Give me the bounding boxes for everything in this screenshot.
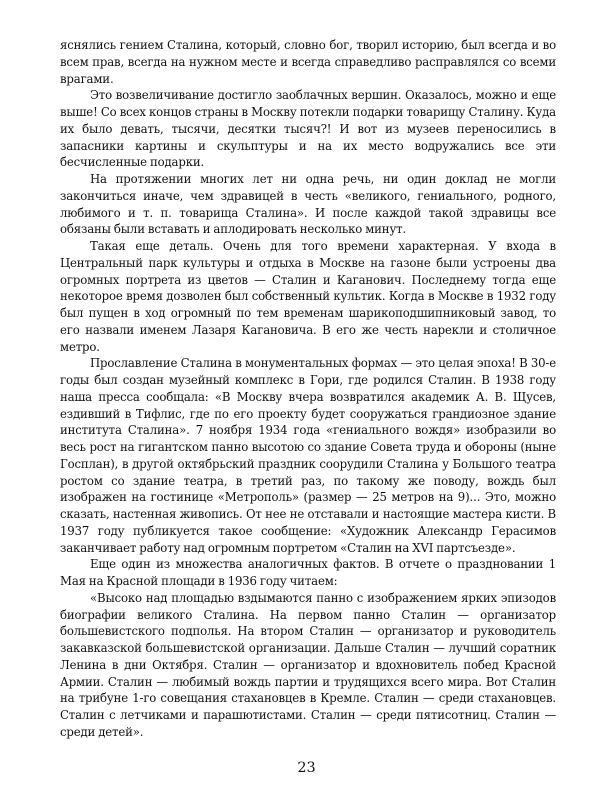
page-number: 23 <box>297 760 316 776</box>
page-text <box>60 37 556 741</box>
paragraph-continuation: яснялись гением Сталина, который, словно бог, творил историю, был всегда и во всем прав, всегда на нужном месте и всегда справедливо расправлялся со всеми врагами. <box>60 38 556 86</box>
paragraph-flower-portraits: Такая еще деталь. Очень для того времени характерная. У входа в Центральный парк культуры и отдыха в Москве на газоне были устроены два огромных портрета из цветов — Сталин и Каганович. Последнему тогда еще некоторое время дозволен был собственный культик. Когда в Москве в 1932 году был пущен в ход огромный по тем временам шарикоподшипниковый завод, то его назвали именем Лазаря Кагановича. В его же честь нарекли и столичное метро. <box>60 239 556 354</box>
paragraph-monumental-forms: Прославление Сталина в монументальных формах — это целая эпоха! В 30-е годы был создан музейный комплекс в Гори, где родился Сталин. В 1938 году наша пресса сообщала: «В Москву вчера возвратился академик А. В. Щусев, ездивший в Тифлис, где по его проекту будет сооружаться грандиозное здание института Сталина». 7 ноября 1934 года «гениального вождя» изобразили во весь рост на гигантском панно высотою со здание Совета труда и обороны (ныне Госплан), в другой октябрьский праздник соорудили Сталина у Большого театра ростом со здание театра, в третий раз, по такому же поводу, вождь был изображен на гостинице «Метрополь» (размер — 25 метров на 9)... Это, можно сказать, настенная живопись. От нее не отставали и настоящие мастера кисти. В 1937 году публикуется такое сообщение: «Художник Александр Герасимов заканчивает работу над огромным портретом «Сталин на XVI партсъезде». <box>60 356 556 555</box>
paragraph-toasts: На протяжении многих лет ни одна речь, ни один доклад не могли закончиться иначе, чем здравицей в честь «великого, гениального, родного, любимого и т. п. товарища Сталина». И после каждой такой здравицы все обязаны были вставать и аплодировать несколько минут. <box>60 172 556 237</box>
paragraph-may-day: Еще один из множества аналогичных фактов. В отчете о праздновании 1 Мая на Красной площади в 1936 году читаем: <box>60 557 556 588</box>
paragraph-glorification: Это возвеличивание достигло заоблачных вершин. Оказалось, можно и еще выше! Со всех концов страны в Москву потекли подарки товарищу Сталину. Куда их было девать, тысячи, десятки тысяч?! И вот из музеев переносились в запасники картины и скульптуры и на их место водружались все эти бесчисленные подарки. <box>60 88 556 170</box>
paragraph-quote: «Высоко над площадью вздымаются панно с изображением ярких эпизодов биографии великого Сталина. На первом панно Сталин — организатор большевистского подполья. На втором Сталин — организатор и руководитель закавказской большевистской организации. Дальше Сталин — лучший соратник Ленина в дни Октября. Сталин — организатор и вдохновитель побед Красной Армии. Сталин — любимый вождь партии и трудящихся всего мира. Вот Сталин на трибуне 1-го совещания стахановцев в Кремле. Сталин — среди стахановцев. Сталин с летчиками и парашютистами. Сталин — среди пятисотниц. Сталин — среди детей». <box>60 590 556 739</box>
